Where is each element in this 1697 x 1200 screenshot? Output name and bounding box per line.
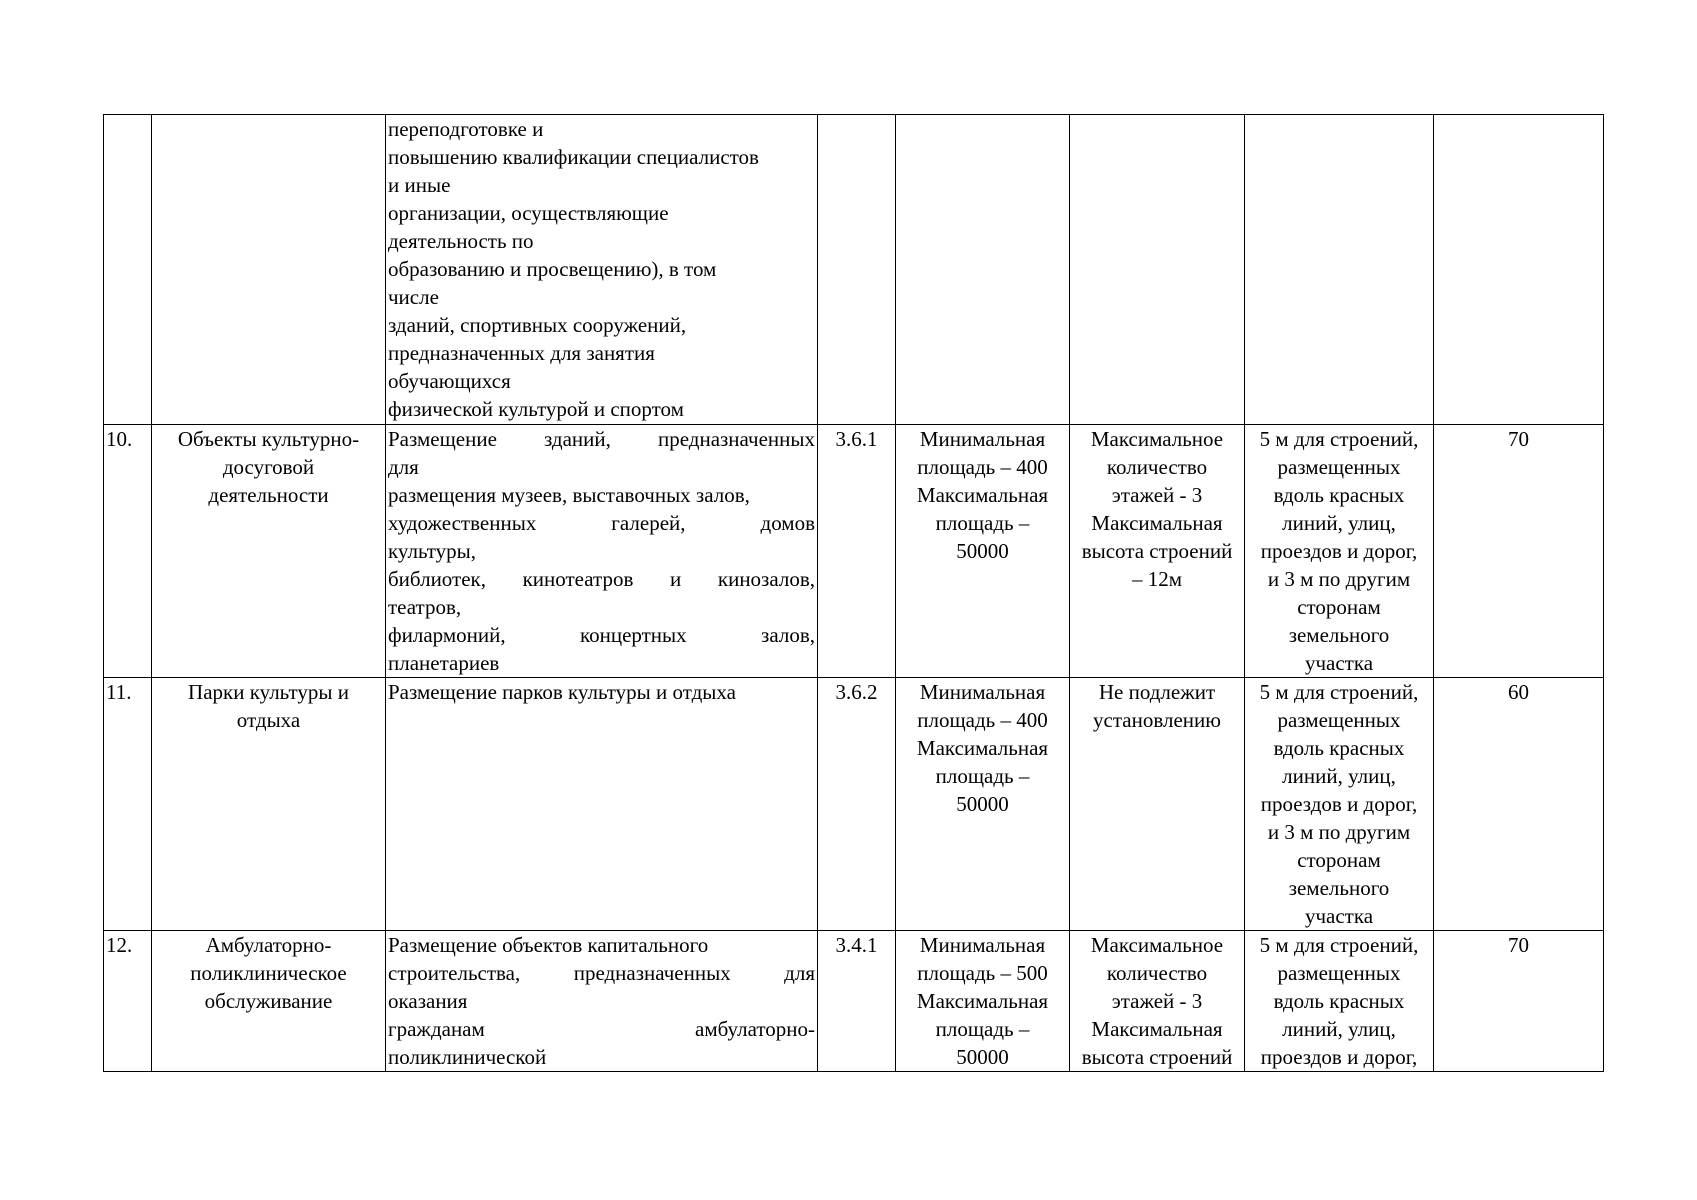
classifier-code: 3.6.1 (835, 427, 878, 451)
row-number: 12. (106, 933, 133, 957)
plot-area-line: Максимальная (916, 989, 1049, 1013)
description-line: деятельность по (388, 229, 534, 253)
description-line: организации, осуществляющие (388, 201, 669, 225)
description-line: предназначенных для занятия (388, 341, 655, 365)
setback-cell (1245, 115, 1434, 425)
plot-area-line: площадь – 500 (917, 961, 1048, 985)
description-line: Размещение объектов капитального (388, 933, 709, 957)
coverage-percent-cell (1434, 115, 1604, 425)
setback-line: размещенных (1277, 961, 1401, 985)
land-use-table (103, 114, 1604, 1072)
coverage-percent-cell (1434, 931, 1604, 1072)
plot-area-cell (896, 425, 1070, 678)
setback-line: линий, улиц, (1282, 764, 1396, 788)
setback-cell (1245, 425, 1434, 678)
setback-line: вдоль красных (1273, 989, 1405, 1013)
coverage-percent: 60 (1508, 680, 1529, 704)
floors-height-line: Максимальное (1090, 427, 1224, 451)
plot-area-line: площадь – (935, 511, 1030, 535)
classifier-code-cell (818, 115, 896, 425)
row-number-cell (104, 678, 152, 931)
object-name-cell (152, 425, 386, 678)
row-number-cell (104, 425, 152, 678)
row-number-cell (104, 115, 152, 425)
setback-line: 5 м для строений, (1259, 680, 1419, 704)
floors-height-line: этажей - 3 (1111, 483, 1203, 507)
plot-area-line: площадь – 400 (917, 708, 1048, 732)
plot-area-line: Максимальная (916, 483, 1049, 507)
setback-line: линий, улиц, (1282, 1017, 1396, 1041)
classifier-code-cell (818, 678, 896, 931)
description-line: для (388, 455, 419, 479)
object-name-line: поликлиническое (190, 961, 347, 985)
coverage-percent: 70 (1508, 933, 1529, 957)
description-line: строительства, предназначенных для (388, 961, 815, 985)
description-cell (386, 115, 818, 425)
description-line: Размещение зданий, предназначенных (388, 427, 815, 451)
setback-line: вдоль красных (1273, 483, 1405, 507)
floors-height-cell (1070, 678, 1245, 931)
floors-height-line: высота строений (1081, 539, 1233, 563)
setback-line: участка (1304, 904, 1374, 928)
description-cell (386, 425, 818, 678)
table-row (104, 115, 1604, 425)
floors-height-line: Максимальная (1091, 1017, 1223, 1041)
floors-height-line: количество (1106, 961, 1208, 985)
classifier-code: 3.6.2 (835, 680, 878, 704)
classifier-code-cell (818, 425, 896, 678)
row-number: 10. (106, 427, 133, 451)
description-line: планетариев (388, 651, 500, 675)
description-line: художественных галерей, домов (388, 511, 815, 535)
description-line: и иные (388, 173, 451, 197)
floors-height-line: Не подлежит (1098, 680, 1216, 704)
table-row (104, 931, 1604, 1072)
coverage-percent-cell (1434, 425, 1604, 678)
table-body (104, 115, 1604, 1072)
coverage-percent: 70 (1508, 427, 1529, 451)
description-line: переподготовке и (388, 117, 544, 141)
plot-area-line: площадь – 400 (917, 455, 1048, 479)
setback-line: участка (1304, 651, 1374, 675)
description-line: физической культурой и спортом (388, 397, 684, 421)
setback-cell (1245, 931, 1434, 1072)
setback-line: и 3 м по другим (1267, 820, 1411, 844)
floors-height-line: высота строений (1081, 1045, 1233, 1069)
floors-height-line: Максимальная (1091, 511, 1223, 535)
table-row (104, 678, 1604, 931)
description-line: зданий, спортивных сооружений, (388, 313, 687, 337)
setback-cell (1245, 678, 1434, 931)
description-line: образованию и просвещению), в том (388, 257, 717, 281)
plot-area-cell (896, 678, 1070, 931)
object-name-line: досуговой (222, 455, 315, 479)
coverage-percent-cell (1434, 678, 1604, 931)
row-number: 11. (106, 680, 132, 704)
plot-area-cell (896, 115, 1070, 425)
setback-line: земельного (1288, 876, 1390, 900)
plot-area-line: Максимальная (916, 736, 1049, 760)
setback-line: линий, улиц, (1282, 511, 1396, 535)
classifier-code: 3.4.1 (835, 933, 878, 957)
plot-area-line: площадь – (935, 764, 1030, 788)
setback-line: 5 м для строений, (1259, 933, 1419, 957)
description-line: культуры, (388, 539, 476, 563)
description-line: числе (388, 285, 439, 309)
description-line: повышению квалификации специалистов (388, 145, 759, 169)
floors-height-cell (1070, 115, 1245, 425)
plot-area-line: Минимальная (919, 933, 1046, 957)
setback-line: проездов и дорог, (1260, 539, 1418, 563)
classifier-code-cell (818, 931, 896, 1072)
setback-line: проездов и дорог, (1260, 792, 1418, 816)
description-line: гражданам амбулаторно- (388, 1017, 815, 1041)
object-name-line: Амбулаторно- (205, 933, 332, 957)
description-line: размещения музеев, выставочных залов, (388, 483, 750, 507)
plot-area-line: 50000 (956, 1045, 1009, 1069)
object-name-line: обслуживание (204, 989, 333, 1013)
setback-line: размещенных (1277, 455, 1401, 479)
table-row (104, 425, 1604, 678)
description-line: Размещение парков культуры и отдыха (388, 680, 736, 704)
setback-line: проездов и дорог, (1260, 1045, 1418, 1069)
setback-line: сторонам (1297, 595, 1381, 619)
object-name-cell (152, 931, 386, 1072)
floors-height-cell (1070, 425, 1245, 678)
setback-line: и 3 м по другим (1267, 567, 1411, 591)
description-line: библиотек, кинотеатров и кинозалов, (388, 567, 815, 591)
description-line: филармоний, концертных залов, (388, 623, 815, 647)
description-cell (386, 678, 818, 931)
setback-line: сторонам (1297, 848, 1381, 872)
setback-line: 5 м для строений, (1259, 427, 1419, 451)
plot-area-line: площадь – (935, 1017, 1030, 1041)
plot-area-line: Минимальная (919, 680, 1046, 704)
floors-height-cell (1070, 931, 1245, 1072)
object-name-line: Парки культуры и (188, 680, 349, 704)
setback-line: земельного (1288, 623, 1390, 647)
object-name-cell (152, 115, 386, 425)
floors-height-line: Максимальное (1090, 933, 1224, 957)
description-line: театров, (388, 595, 462, 619)
description-cell (386, 931, 818, 1072)
floors-height-line: – 12м (1131, 567, 1183, 591)
description-line: поликлинической (388, 1045, 547, 1069)
plot-area-line: 50000 (956, 539, 1009, 563)
setback-line: размещенных (1277, 708, 1401, 732)
plot-area-line: Минимальная (919, 427, 1046, 451)
object-name-line: Объекты культурно- (177, 427, 360, 451)
floors-height-line: этажей - 3 (1111, 989, 1203, 1013)
object-name-cell (152, 678, 386, 931)
floors-height-line: количество (1106, 455, 1208, 479)
object-name-line: отдыха (236, 708, 301, 732)
plot-area-line: 50000 (956, 792, 1009, 816)
description-line: обучающихся (388, 369, 511, 393)
object-name-line: деятельности (208, 483, 329, 507)
setback-line: вдоль красных (1273, 736, 1405, 760)
floors-height-line: установлению (1093, 708, 1221, 732)
description-line: оказания (388, 989, 468, 1013)
row-number-cell (104, 931, 152, 1072)
plot-area-cell (896, 931, 1070, 1072)
